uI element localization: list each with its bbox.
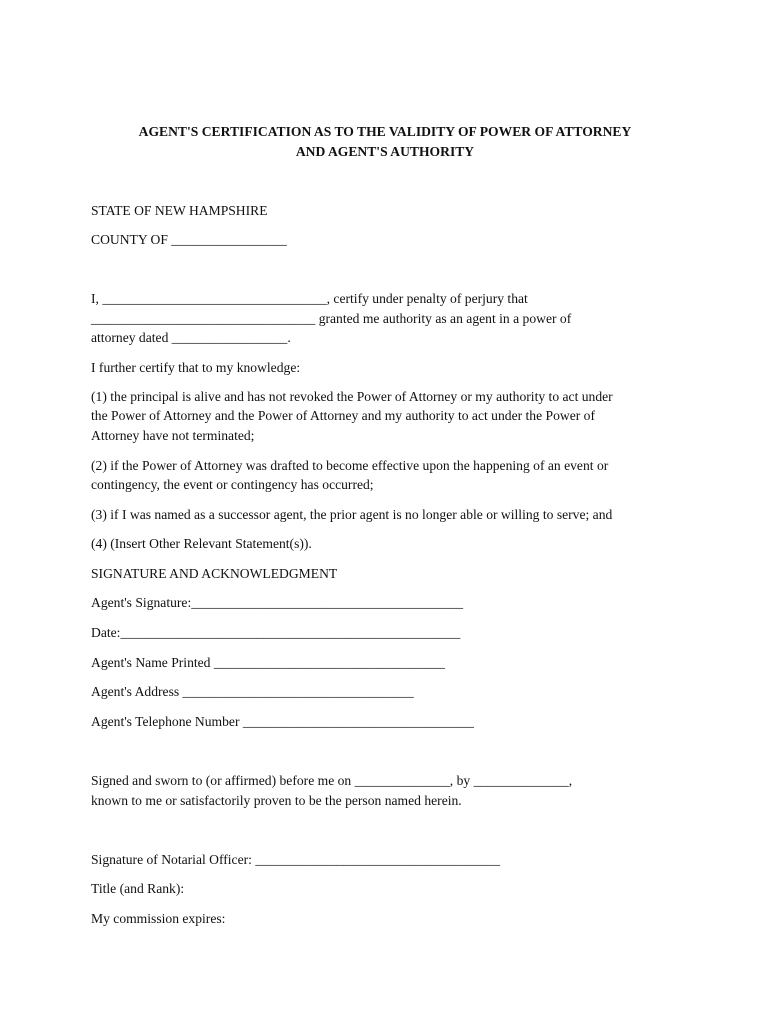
certify-line-1: I, _________________________________, certify under penalty of perjury that [91, 291, 528, 306]
signature-acknowledgment-heading: SIGNATURE AND ACKNOWLEDGMENT [91, 566, 338, 581]
item-2-line-2: contingency, the event or contingency has occurred; [91, 477, 374, 492]
certify-line-3: attorney dated _________________. [91, 330, 291, 345]
notary-commission-field: My commission expires: [91, 911, 226, 926]
further-certify-line: I further certify that to my knowledge: [91, 360, 301, 375]
item-4-line: (4) (Insert Other Relevant Statement(s)). [91, 536, 312, 551]
county-line: COUNTY OF _________________ [91, 232, 287, 247]
document-title-line-2: AND AGENT'S AUTHORITY [295, 144, 475, 159]
item-1-line-1: (1) the principal is alive and has not revoked the Power of Attorney or my authority to act under [91, 389, 613, 404]
certify-line-2: _________________________________ granted me authority as an agent in a power of [91, 311, 572, 326]
sworn-line-2: known to me or satisfactorily proven to be the person named herein. [91, 793, 462, 808]
agent-signature-field: Agent's Signature:________________________________________ [91, 595, 464, 610]
document-title-line-1: AGENT'S CERTIFICATION AS TO THE VALIDITY OF POWER OF ATTORNEY [138, 124, 632, 139]
notary-title-rank-field: Title (and Rank): [91, 881, 185, 896]
sworn-line-1: Signed and sworn to (or affirmed) before me on ______________, by ______________, [91, 773, 573, 788]
item-2-line-1: (2) if the Power of Attorney was drafted to become effective upon the happening of an event or [91, 458, 609, 473]
agent-address-field: Agent's Address __________________________________ [91, 684, 414, 699]
item-1-line-3: Attorney have not terminated; [91, 428, 255, 443]
state-line: STATE OF NEW HAMPSHIRE [91, 203, 268, 218]
item-3-line: (3) if I was named as a successor agent, the prior agent is no longer able or willing to serve; and [91, 507, 613, 522]
date-field: Date:__________________________________________________ [91, 625, 461, 640]
item-1-line-2: the Power of Attorney and the Power of Attorney and my authority to act under the Power of [91, 408, 595, 423]
notary-signature-field: Signature of Notarial Officer: ____________________________________ [91, 852, 501, 867]
agent-phone-field: Agent's Telephone Number __________________________________ [91, 714, 474, 729]
agent-name-field: Agent's Name Printed __________________________________ [91, 655, 445, 670]
